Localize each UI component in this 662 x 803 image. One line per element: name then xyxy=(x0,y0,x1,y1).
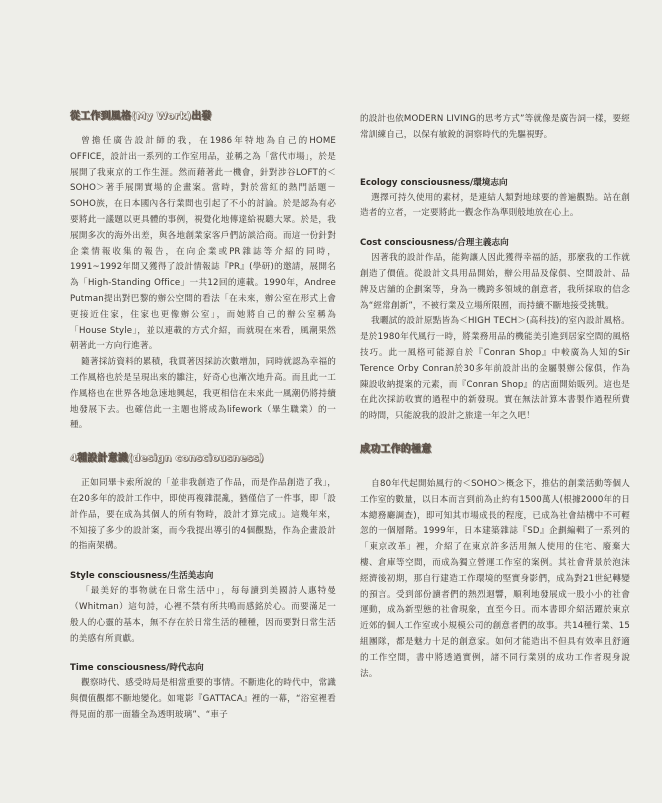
subheading-style: Style consciousness/生活美志向 xyxy=(70,571,214,582)
paragraph: 曾擔任廣告設計師的我，在1986年特地為自己的HOME OFFICE，設計出一系列的工作室用品，並稱之為「當代市場」，於是展開了我東京的工作生涯。然而藉著此一機會，針對涉谷LOFT的＜SOHO＞著手展開實場的企畫案。當時，對於當紅的熱門話題－SOHO族，在日本國內各行業間也引起了不小的討論。於是認為有必要將此一議題以更具體的事例，視覺化地傳達給視聽大眾。於是，我展開多次的海外出差，與各地創業家客戶們訪談洽商。而這一份針對企業情報收集的報告，在向企業或PR雜誌等介紹的同時，1991~1992年間又獲得了設計情報誌『PR』(學研)的邀請，展開名為「High-Standing Office」一共12回的連載。1990年，Andree Putman提出對巴黎的辦公空間的看法「在未來，辦公室在形式上會更接近住家，住家也更像辦公室」，而她將自己的辦公室稱為「House Style」，並以連載的方式介紹，而就現在來看，風潮果然朝著此一方向行進著。 xyxy=(70,136,336,352)
right-column xyxy=(360,112,630,682)
section-heading-my-work: 從工作到風格(My Work)出發 xyxy=(70,111,212,122)
paragraph: 「最美好的事物就在日常生活中」，每每讀到美國詩人惠特曼（Whitman）這句詩，心裡不禁有所共鳴而感銘於心。而要滿足一般人的心靈的基本，無不存在於日常生活的種種，因而要對日常生活的美感有所貢獻。 xyxy=(70,586,336,644)
left-column xyxy=(70,110,336,724)
paragraph: 自80年代起開始風行的＜SOHO＞概念下，推估的創業活動等個人工作室的數量，以日本而言到前為止約有1500萬人(根據2000年的日本總務廳調查)，即可知其市場成長的程度，已成為社會結構中不可輕忽的一個層階。1999年，日本建築雜誌『SD』企劃編輯了一系列的「東京改革」裡，介紹了在東京許多活用無人使用的住宅、廢棄大樓、倉庫等空間，而成為獨立營運工作室的案例。其社會背景於泡沫經濟後初期，那自行建造工作環境的堅實身影們，成為對21世紀轉變的預言。受到部份讀者們的熱烈迴響，順利地發展成一股小小的社會運動，成為新型態的社會現象，直至今日。而本書即介紹活躍於東京近郊的個人工作室或小規模公司的創意者們的故事。共14種行業、15組團隊，都是魅力十足的創意家。如何才能造出不但具有效率且舒適的工作空間，書中將透過實例，諸不同行業別的成功工作者現身說法。 xyxy=(360,478,630,679)
subheading-time: Time consciousness/時代志向 xyxy=(70,663,204,674)
paragraph: 正如同畢卡索所說的「並非我創造了作品，而是作品創造了我」，在20多年的設計工作中，即使再複雜混亂，猶僅信了一件事，即「設計作品，要在成為其個人的所有物時，設計才算完成」。這幾年來，不知接了多少的設計案，而今我提出導引的4個觀點，作為企畫設計的指南架構。 xyxy=(70,478,336,552)
paragraph: 我曬試的設計原點皆為＜HIGH TECH＞(高科技)的室內設計風格。是於1980年代風行一時，將業務用品的機能美引進到居家空間的風格技巧。此一風格可能源自於『Conran Shop』中較廣為人知的Sir Terence Orby Conran於30多年前設計出的金屬製辦公傢俱，作為陳設收納提案的元素，而『Conran Shop』的店面開始販列。這也是在此次採訪收實的過程中的新發現。實在無法計算本書製作過程所費的時間，只能說我的設計之旅達一年之久吧！ xyxy=(360,316,630,422)
paragraph: 選擇可持久使用的素材，是連結人類對地球要的普遍觀點。站在創造者的立者，一定要將此一觀念作為準則般地放在心上。 xyxy=(360,192,630,219)
paragraph: 隨著採訪資料的累積，我貫著因採訪次數增加，同時就認為幸福的工作風格也於是呈現出來的雛注，好奇心也漸次地升高。而且此一工作風格也在世界各地急速地興起，我更相信在未來此一風潮仍將持續地發展下去。也確信此一主題也將成為lifework（畢生職業）的一種。 xyxy=(70,357,336,431)
section-heading-success: 成功工作的極意 xyxy=(360,443,432,455)
subheading-ecology: Ecology consciousness/環境志向 xyxy=(360,177,508,188)
paragraph: 因著我的設計作品，能夠讓人因此獲得幸福的話，那麼我的工作就創造了價值。從設計文具用品開始，辦公用品及傢俱、空間設計、品牌及店舖的企劃案等，身為一機跨多領域的創意者，我所採取的信念為“經常創新”，不被行業及立場所限囿，而持續不斷地接受挑戰。 xyxy=(360,253,630,311)
subheading-cost: Cost consciousness/合理主義志向 xyxy=(360,238,509,249)
section-heading-design-consciousness: 4種設計意識(design consciousness) xyxy=(70,453,264,465)
paragraph: 觀察時代、感受時局是相當重要的事情。不斷進化的時代中，常識與價值觀都不斷地變化。如電影『GATTACA』裡的一幕，“浴室裡看得見面的那一面牆全為透明玻璃”、“車子 xyxy=(70,678,336,720)
paragraph: 的設計也依MODERN LIVING的思考方式”等就像是廣告詞一樣，要經常訓練自己，以保有敏銳的洞察時代的先驅視野。 xyxy=(360,114,630,140)
